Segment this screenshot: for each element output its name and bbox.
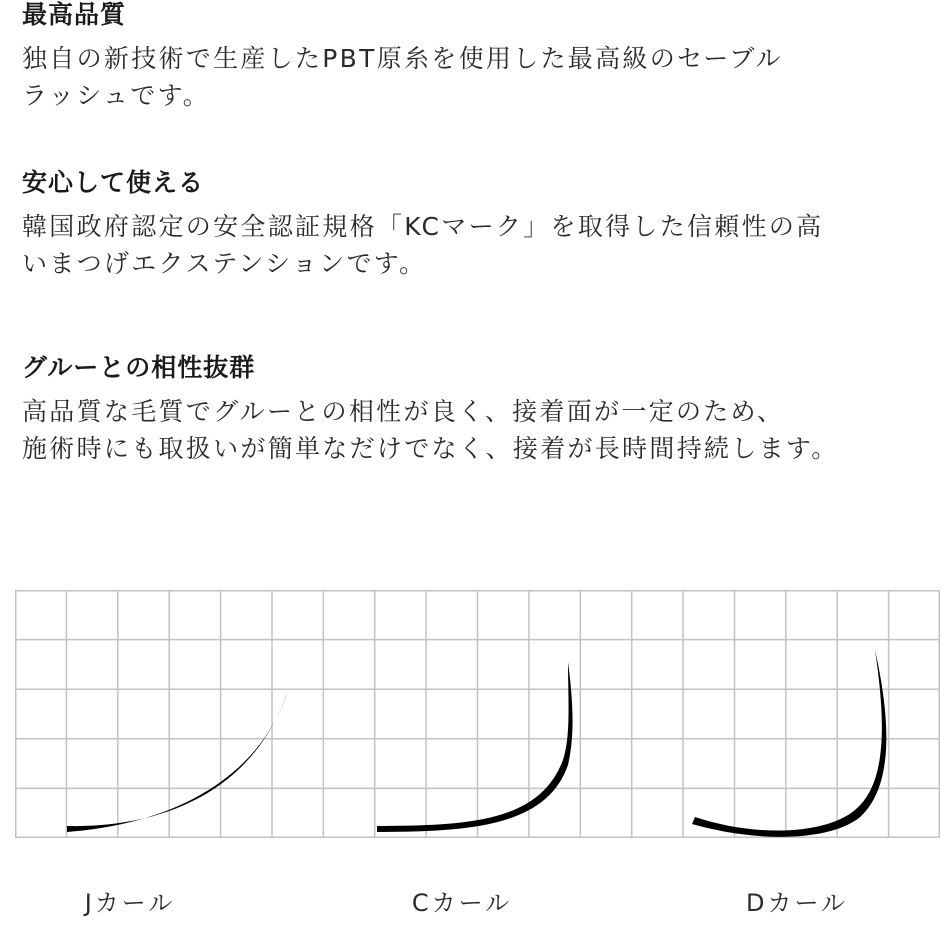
feature-body bbox=[22, 40, 942, 114]
feature-section-safety bbox=[22, 168, 942, 282]
d-curl-label: Dカール bbox=[745, 889, 848, 917]
feature-section-quality bbox=[22, 0, 942, 114]
grid bbox=[15, 590, 940, 838]
feature-body bbox=[22, 393, 942, 467]
j-curl-label: Jカール bbox=[84, 889, 176, 917]
feature-heading: グルーとの相性抜群 bbox=[22, 353, 256, 382]
feature-body-line: いまつげエクステンションです。 bbox=[22, 249, 427, 278]
feature-heading: 安心して使える bbox=[22, 168, 205, 197]
d-curl-lash bbox=[692, 650, 886, 837]
feature-section-glue bbox=[22, 353, 942, 467]
j-curl-lash bbox=[67, 690, 288, 832]
feature-body bbox=[22, 208, 942, 282]
feature-heading: 最高品質 bbox=[22, 0, 127, 29]
feature-body-line: ラッシュです。 bbox=[22, 81, 211, 110]
curl-diagram bbox=[15, 590, 940, 838]
feature-body-line: 韓国政府認定の安全認証規格「KCマーク」を取得した信頼性の高 bbox=[22, 212, 824, 241]
feature-body-line: 施術時にも取扱いが簡単なだけでなく、接着が長時間持続します。 bbox=[22, 434, 839, 463]
c-curl-label: Cカール bbox=[411, 889, 513, 917]
feature-body-line: 高品質な毛質でグルーとの相性が良く、接着面が一定のため、 bbox=[22, 397, 785, 426]
feature-body-line: 独自の新技術で生産したPBT原糸を使用した最高級のセーブル bbox=[22, 44, 783, 73]
c-curl-lash bbox=[377, 662, 573, 832]
